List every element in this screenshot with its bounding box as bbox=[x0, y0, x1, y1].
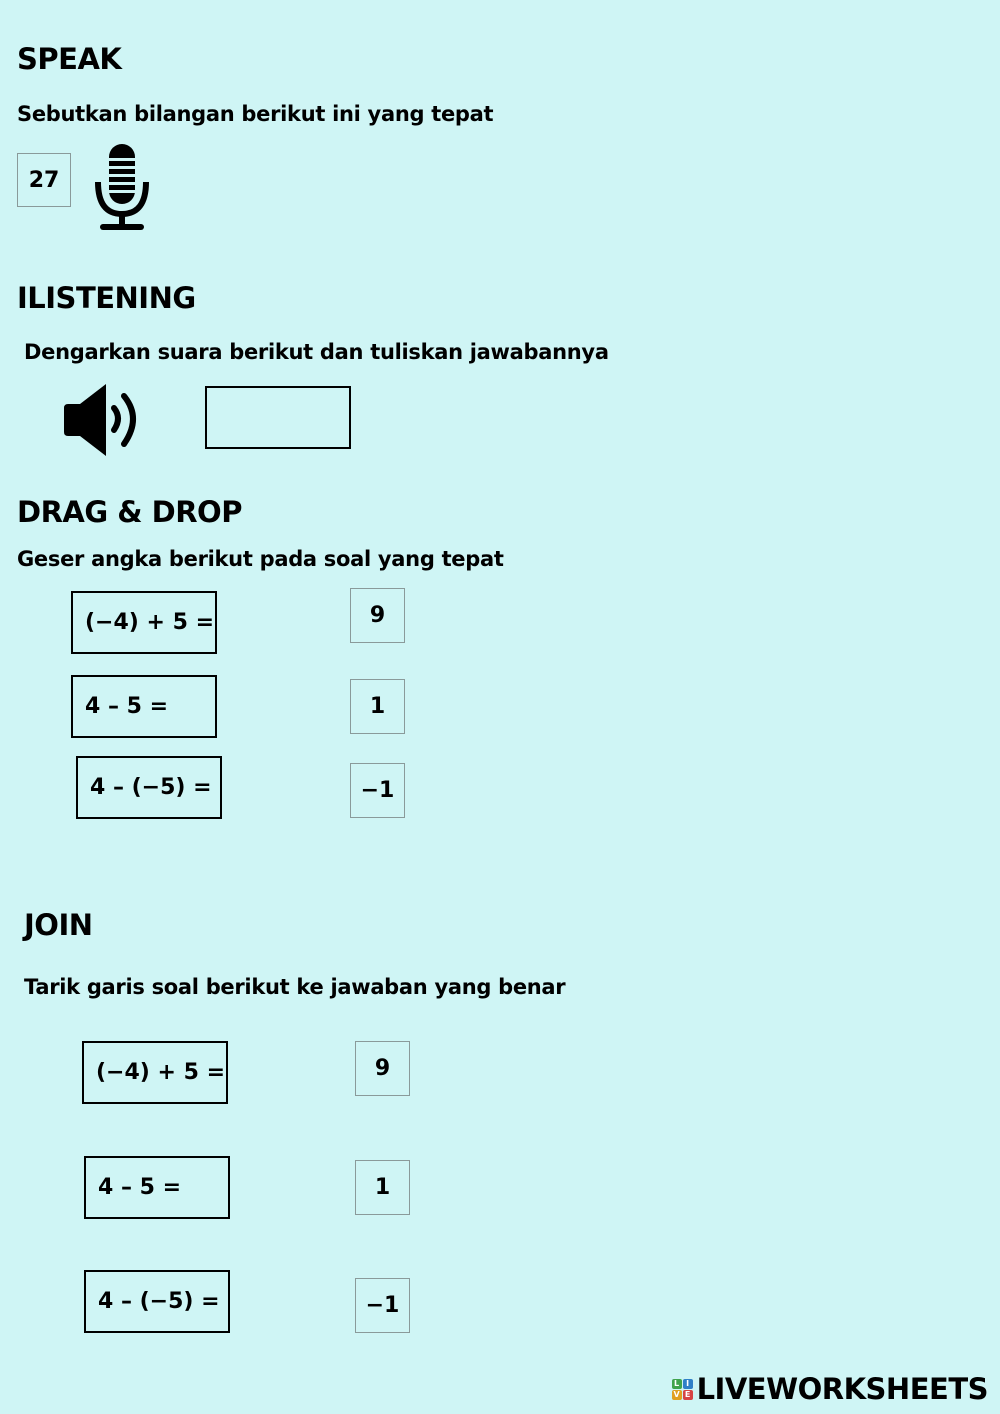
logo-mark-letter: E bbox=[683, 1390, 693, 1400]
speak-number-box bbox=[17, 153, 71, 207]
join-instruction: Tarik garis soal berikut ke jawaban yang benar bbox=[24, 975, 566, 999]
speak-number: 27 bbox=[28, 167, 60, 193]
logo-mark-letter: L bbox=[672, 1379, 682, 1389]
answer-text: 1 bbox=[369, 694, 386, 719]
join-question[interactable] bbox=[84, 1270, 230, 1333]
logo-mark-icon bbox=[672, 1379, 693, 1400]
answer-text: 9 bbox=[374, 1056, 391, 1081]
listening-title: ILISTENING bbox=[17, 281, 196, 315]
drag-drop-question[interactable] bbox=[76, 756, 222, 819]
liveworksheets-logo[interactable] bbox=[672, 1372, 988, 1406]
microphone-icon[interactable] bbox=[92, 142, 152, 232]
answer-text: 9 bbox=[369, 603, 386, 628]
join-question[interactable] bbox=[82, 1041, 228, 1104]
drag-drop-answer[interactable] bbox=[350, 679, 405, 734]
drag-drop-answer[interactable] bbox=[350, 763, 405, 818]
question-text: 4 – 5 = bbox=[85, 694, 169, 719]
drag-drop-title: DRAG & DROP bbox=[17, 495, 242, 529]
question-text: 4 – 5 = bbox=[98, 1175, 182, 1200]
logo-mark-letter: V bbox=[673, 1390, 680, 1399]
listening-answer-input[interactable] bbox=[205, 386, 351, 449]
logo-text: LIVEWORKSHEETS bbox=[696, 1372, 988, 1406]
join-answer[interactable] bbox=[355, 1278, 410, 1333]
drag-drop-question[interactable] bbox=[71, 675, 217, 738]
speaker-icon[interactable] bbox=[62, 380, 148, 460]
listening-instruction: Dengarkan suara berikut dan tuliskan jawabannya bbox=[24, 340, 609, 364]
speak-title: SPEAK bbox=[17, 42, 122, 76]
answer-text: −1 bbox=[365, 1293, 400, 1318]
join-answer[interactable] bbox=[355, 1041, 410, 1096]
question-text: (−4) + 5 = bbox=[96, 1060, 226, 1085]
drag-drop-question[interactable] bbox=[71, 591, 217, 654]
question-text: 4 – (−5) = bbox=[98, 1289, 220, 1314]
logo-mark-letter: I bbox=[683, 1379, 693, 1389]
question-text: (−4) + 5 = bbox=[85, 610, 215, 635]
join-answer[interactable] bbox=[355, 1160, 410, 1215]
question-text: 4 – (−5) = bbox=[90, 775, 212, 800]
answer-text: −1 bbox=[360, 778, 395, 803]
speak-instruction: Sebutkan bilangan berikut ini yang tepat bbox=[17, 102, 494, 126]
drag-drop-answer[interactable] bbox=[350, 588, 405, 643]
join-title: JOIN bbox=[24, 908, 93, 942]
drag-drop-instruction: Geser angka berikut pada soal yang tepat bbox=[17, 547, 504, 571]
answer-text: 1 bbox=[374, 1175, 391, 1200]
join-question[interactable] bbox=[84, 1156, 230, 1219]
